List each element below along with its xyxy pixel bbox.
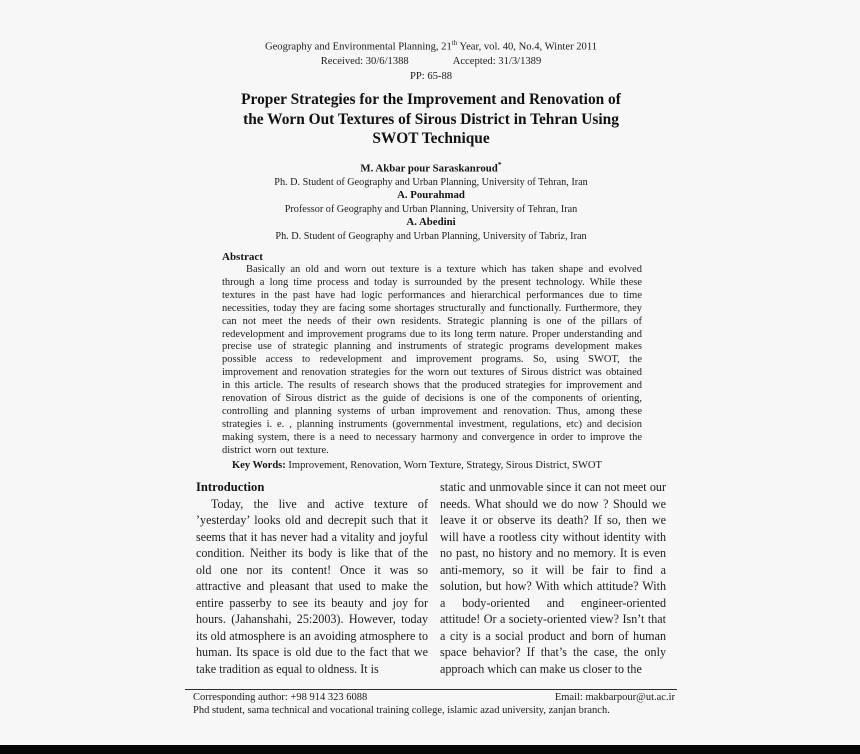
page-range: PP: 65-88 xyxy=(409,70,453,82)
author-affiliation: Professor of Geography and Urban Planning, University of Tehran, Iran xyxy=(284,203,578,215)
author-name: M. Akbar pour Saraskanroud* xyxy=(360,160,502,175)
title-line-3: SWOT Technique xyxy=(372,130,490,147)
left-column xyxy=(196,479,428,677)
journal-line xyxy=(185,36,677,55)
received-accepted-line xyxy=(185,55,677,70)
introduction-heading: Introduction xyxy=(196,480,265,494)
journal-header xyxy=(185,36,677,84)
abstract-section xyxy=(222,251,642,472)
author-affiliation: Ph. D. Student of Geography and Urban Planning, University of Tehran, Iran xyxy=(274,177,588,188)
footnote-footer xyxy=(185,689,677,717)
corresponding-author: Corresponding author: +98 914 323 6088 xyxy=(193,692,368,703)
received-date: Received: 30/6/1388 xyxy=(320,56,409,68)
journal-ordinal-superscript: th xyxy=(451,39,458,47)
keywords-line xyxy=(222,459,642,472)
footer-row-1 xyxy=(185,690,677,704)
abstract-heading: Abstract xyxy=(222,251,263,263)
left-column-text: Today, the live and active texture of ’yesterday’ looks old and decrepit such that it seems that it has never had a vitality and joyful condition. Neither its body is like that of the old one nor its content! Once it was so attractive and pleasant that used to make the entire passerby to see its beauty and joy for hours. (Jahanshahi, 25:2003). However, today its old atmosphere is an avoiding atmosphere to human. Its space is old due to the fact that we take tradition as equal to oldness. It is xyxy=(196,496,428,676)
paper-title xyxy=(185,90,677,149)
corresponding-author-mark: * xyxy=(497,160,502,169)
bottom-black-bar xyxy=(0,745,860,754)
author-name: A. Abedini xyxy=(406,216,456,229)
author-name: A. Pourahmad xyxy=(397,189,465,202)
keywords-label: Key Words: xyxy=(232,459,286,471)
footer-note: Phd student, sama technical and vocational training college, islamic azad university, zanjan branch. xyxy=(193,705,610,716)
right-column-text: static and unmovable since it can not meet our needs. What should we do now ? Should we leave it or observe its death? If so, then we will have a rootless city without identity with no past, no history and no memory. It is even anti-memory, so it will be fair to find a solution, but how? With which attitude? With a body-oriented and engineer-oriented attitude! Or a society-oriented view? Isn’t that a city is a social product and born of human space behavior? If that’s the case, the only approach which can make us closer to the xyxy=(440,480,666,676)
email: Email: makbarpour@ut.ac.ir xyxy=(554,692,675,703)
keywords-text: Improvement, Renovation, Worn Texture, Strategy, Sirous District, SWOT xyxy=(285,459,602,471)
body-columns xyxy=(196,479,666,677)
journal-issue: Year, vol. 40, No.4, Winter 2011 xyxy=(457,41,598,53)
title-line-1: Proper Strategies for the Improvement and Renovation of xyxy=(241,91,621,108)
author-affiliation: Ph. D. Student of Geography and Urban Planning, University of Tabriz, Iran xyxy=(275,230,587,242)
right-column xyxy=(440,479,666,677)
authors-block xyxy=(185,158,677,243)
journal-name: Geography and Environmental Planning, 21 xyxy=(264,41,452,53)
title-line-2: the Worn Out Textures of Sirous District in Tehran Using xyxy=(243,110,619,128)
abstract-text: Basically an old and worn out texture is a texture which has taken shape and evolved through a long time process and today is surrounded by the present technology. While these textures in the past have had logic performances and hierarchical performances due to time necessities, today they are facing some shortages structurally and functionally. Furthermore, they can not meet the needs of their own residents. Strategic planning is one of the pillars of redevelopment and improvement programs due to its long term nature. Proper understanding and precise use of strategic planning and instruments of strategic programs development makes possible access to redevelopment and improvement programs. So, using SWOT, the improvement and renovation strategies for the worn out textures of Sirous district was obtained in this article. The results of research shows that the produced strategies for improvement and renovation of Sirous district as the guide of decisions is one of the components of orienting, controlling and planning systems of urban improvement and renovation. Thus, among these strategies i. e. , planning instruments (governmental investment, regulations, etc) and decision making system, there is a need to necessary harmony and convergence in order to improve the district worn out texture. xyxy=(222,264,642,456)
accepted-date: Accepted: 31/3/1389 xyxy=(452,56,542,68)
